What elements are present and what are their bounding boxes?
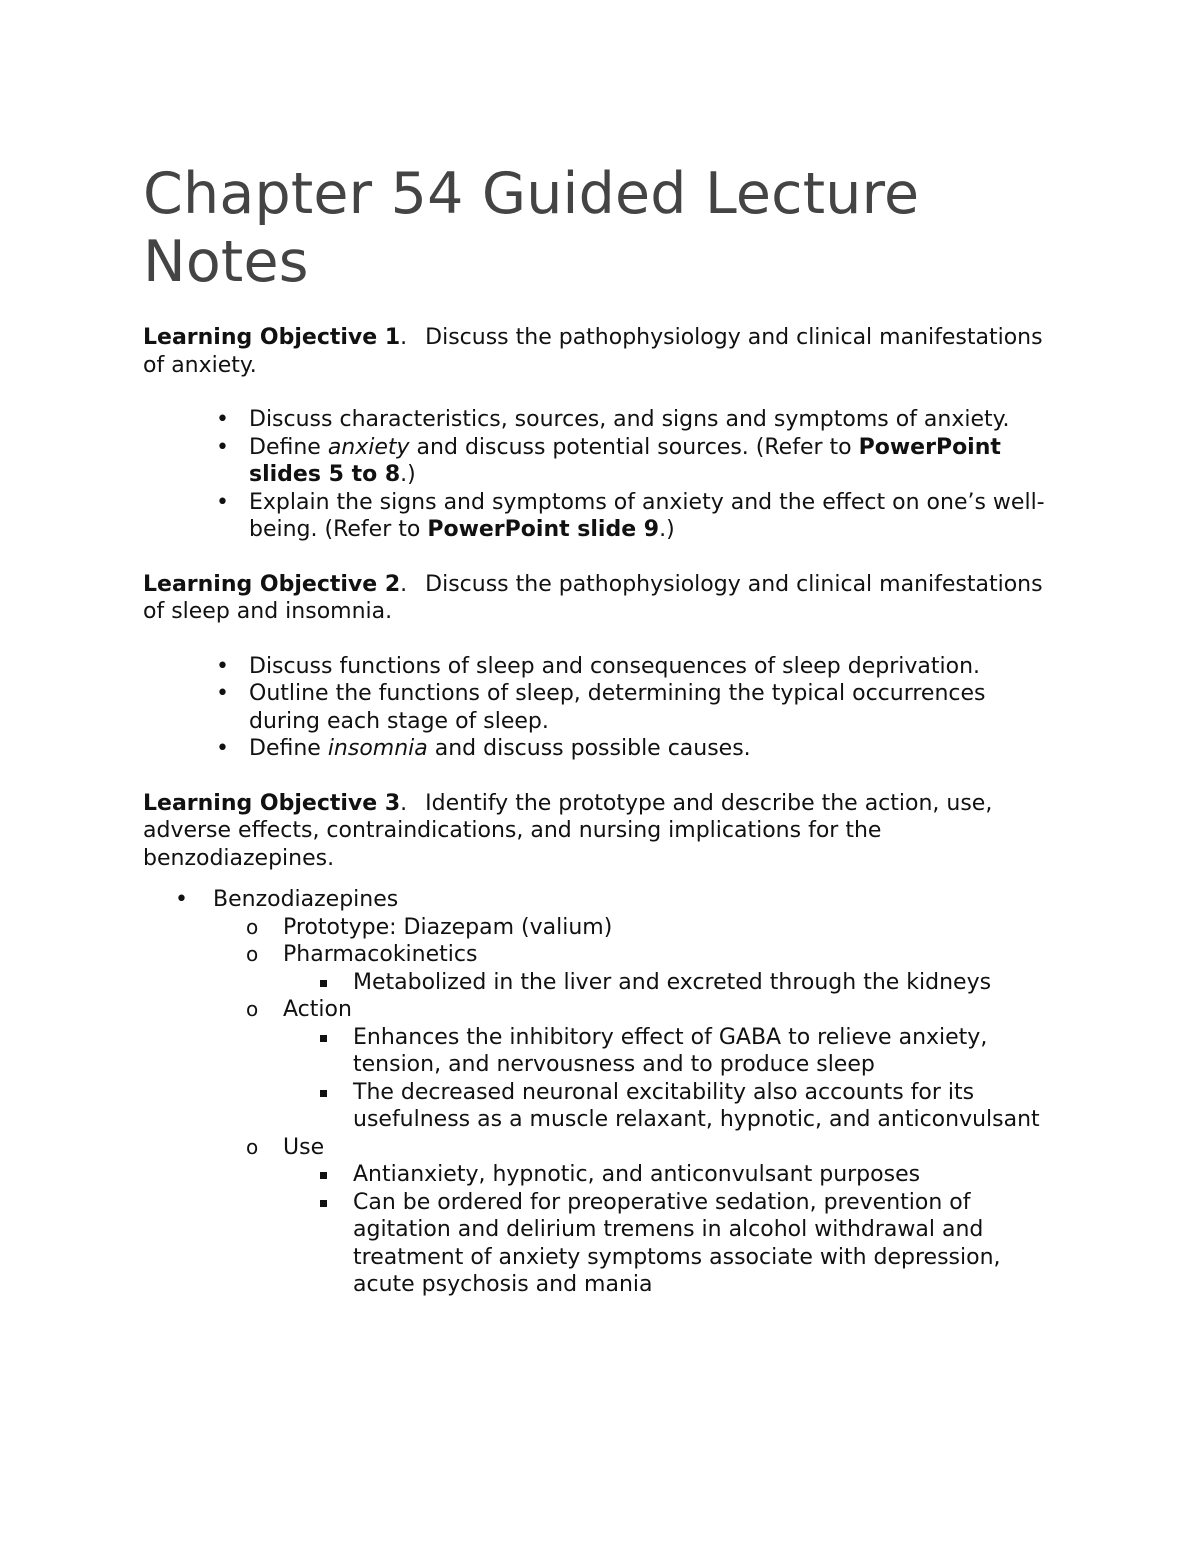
circle-bullet-icon: o <box>246 997 259 1021</box>
list-item: • Explain the signs and symptoms of anxiety and the effect on one’s well-being. (Refer to PowerPoint slide 9.) <box>216 489 1045 542</box>
square-bullet-icon <box>320 1090 327 1097</box>
list-item: • Define anxiety and discuss potential sources. (Refer to PowerPoint slides 5 to 8.) <box>216 434 1001 487</box>
outline-topic: Benzodiazepines <box>213 887 399 912</box>
list-item: o Action Enhances the inhibitory effect of GABA to relieve anxiety, tension, and nervousness and to produce sleep The decreased neuronal excitability also accounts for its usefulness as a muscle relaxant, hypnotic, and anticonvulsant <box>213 996 1063 1134</box>
list-item: • Discuss characteristics, sources, and signs and symptoms of anxiety. <box>216 407 1010 432</box>
objective-text: Discuss the pathophysiology and clinical manifestations of sleep and insomnia. <box>143 571 1043 624</box>
outline-detail-list <box>283 1024 1063 1134</box>
square-bullet-icon <box>320 1035 327 1042</box>
objective-2-bullets <box>143 653 1063 763</box>
list-item: Enhances the inhibitory effect of GABA to relieve anxiety, tension, and nervousness and to produce sleep <box>283 1024 1063 1079</box>
square-bullet-icon <box>320 1200 327 1207</box>
objective-period: . <box>400 790 408 816</box>
list-item: • Define insomnia and discuss possible causes. <box>216 736 751 761</box>
objective-1-bullets <box>143 406 1063 544</box>
objective-label: Learning Objective 3 <box>143 790 401 816</box>
bullet-icon: • <box>216 407 229 432</box>
square-bullet-icon <box>320 980 327 987</box>
outline-detail-list <box>283 969 1063 997</box>
benzodiazepine-outline <box>143 886 1063 1299</box>
circle-bullet-icon: o <box>246 942 259 966</box>
document-page <box>143 160 1063 1299</box>
bullet-icon: • <box>216 736 229 761</box>
objective-label: Learning Objective 1 <box>143 325 401 350</box>
circle-bullet-icon: o <box>246 1134 259 1159</box>
learning-objective-1 <box>143 324 1063 379</box>
list-item: Antianxiety, hypnotic, and anticonvulsant purposes <box>283 1161 1063 1189</box>
objective-period: . <box>400 325 408 350</box>
list-item: • Outline the functions of sleep, determining the typical occurrences during each stage of sleep. <box>216 681 986 734</box>
square-bullet-icon <box>320 1172 327 1179</box>
learning-objective-3 <box>143 790 1063 873</box>
list-item: The decreased neuronal excitability also accounts for its usefulness as a muscle relaxant, hypnotic, and anticonvulsant <box>283 1079 1063 1134</box>
bullet-icon: • <box>175 887 188 912</box>
list-item: o Pharmacokinetics Metabolized in the liver and excreted through the kidneys <box>213 941 1063 996</box>
bullet-icon: • <box>216 489 229 515</box>
objective-period: . <box>400 571 408 597</box>
objective-text: Discuss the pathophysiology and clinical manifestations of anxiety. <box>143 325 1043 378</box>
list-item: o Prototype: Diazepam (valium) <box>246 914 613 940</box>
page-title: Chapter 54 Guided Lecture Notes <box>143 161 920 295</box>
list-item <box>143 886 1063 1299</box>
learning-objective-2 <box>143 571 1063 626</box>
bullet-icon: • <box>216 653 229 679</box>
list-item: • Discuss functions of sleep and consequences of sleep deprivation. <box>216 653 981 679</box>
objective-text: Identify the prototype and describe the action, use, adverse effects, contraindications, and nursing implications for the benzodiazepines. <box>143 790 993 871</box>
bullet-icon: • <box>216 681 229 706</box>
circle-bullet-icon: o <box>246 914 259 939</box>
outline-sublist <box>213 914 1063 1299</box>
objective-label: Learning Objective 2 <box>143 571 401 597</box>
list-item: Metabolized in the liver and excreted through the kidneys <box>283 969 1063 997</box>
bullet-icon: • <box>216 434 229 460</box>
outline-detail-list <box>283 1161 1063 1299</box>
list-item: o Use Antianxiety, hypnotic, and anticonvulsant purposes Can be ordered for preoperative sedation, prevention of agitation and delirium tremens in alcohol withdrawal and treatment of anxiety symptoms associate with depression, acute psychosis and mania <box>213 1134 1063 1299</box>
list-item: Can be ordered for preoperative sedation, prevention of agitation and delirium tremens in alcohol withdrawal and treatment of anxiety symptoms associate with depression, acute psychosis and mania <box>283 1189 1063 1299</box>
